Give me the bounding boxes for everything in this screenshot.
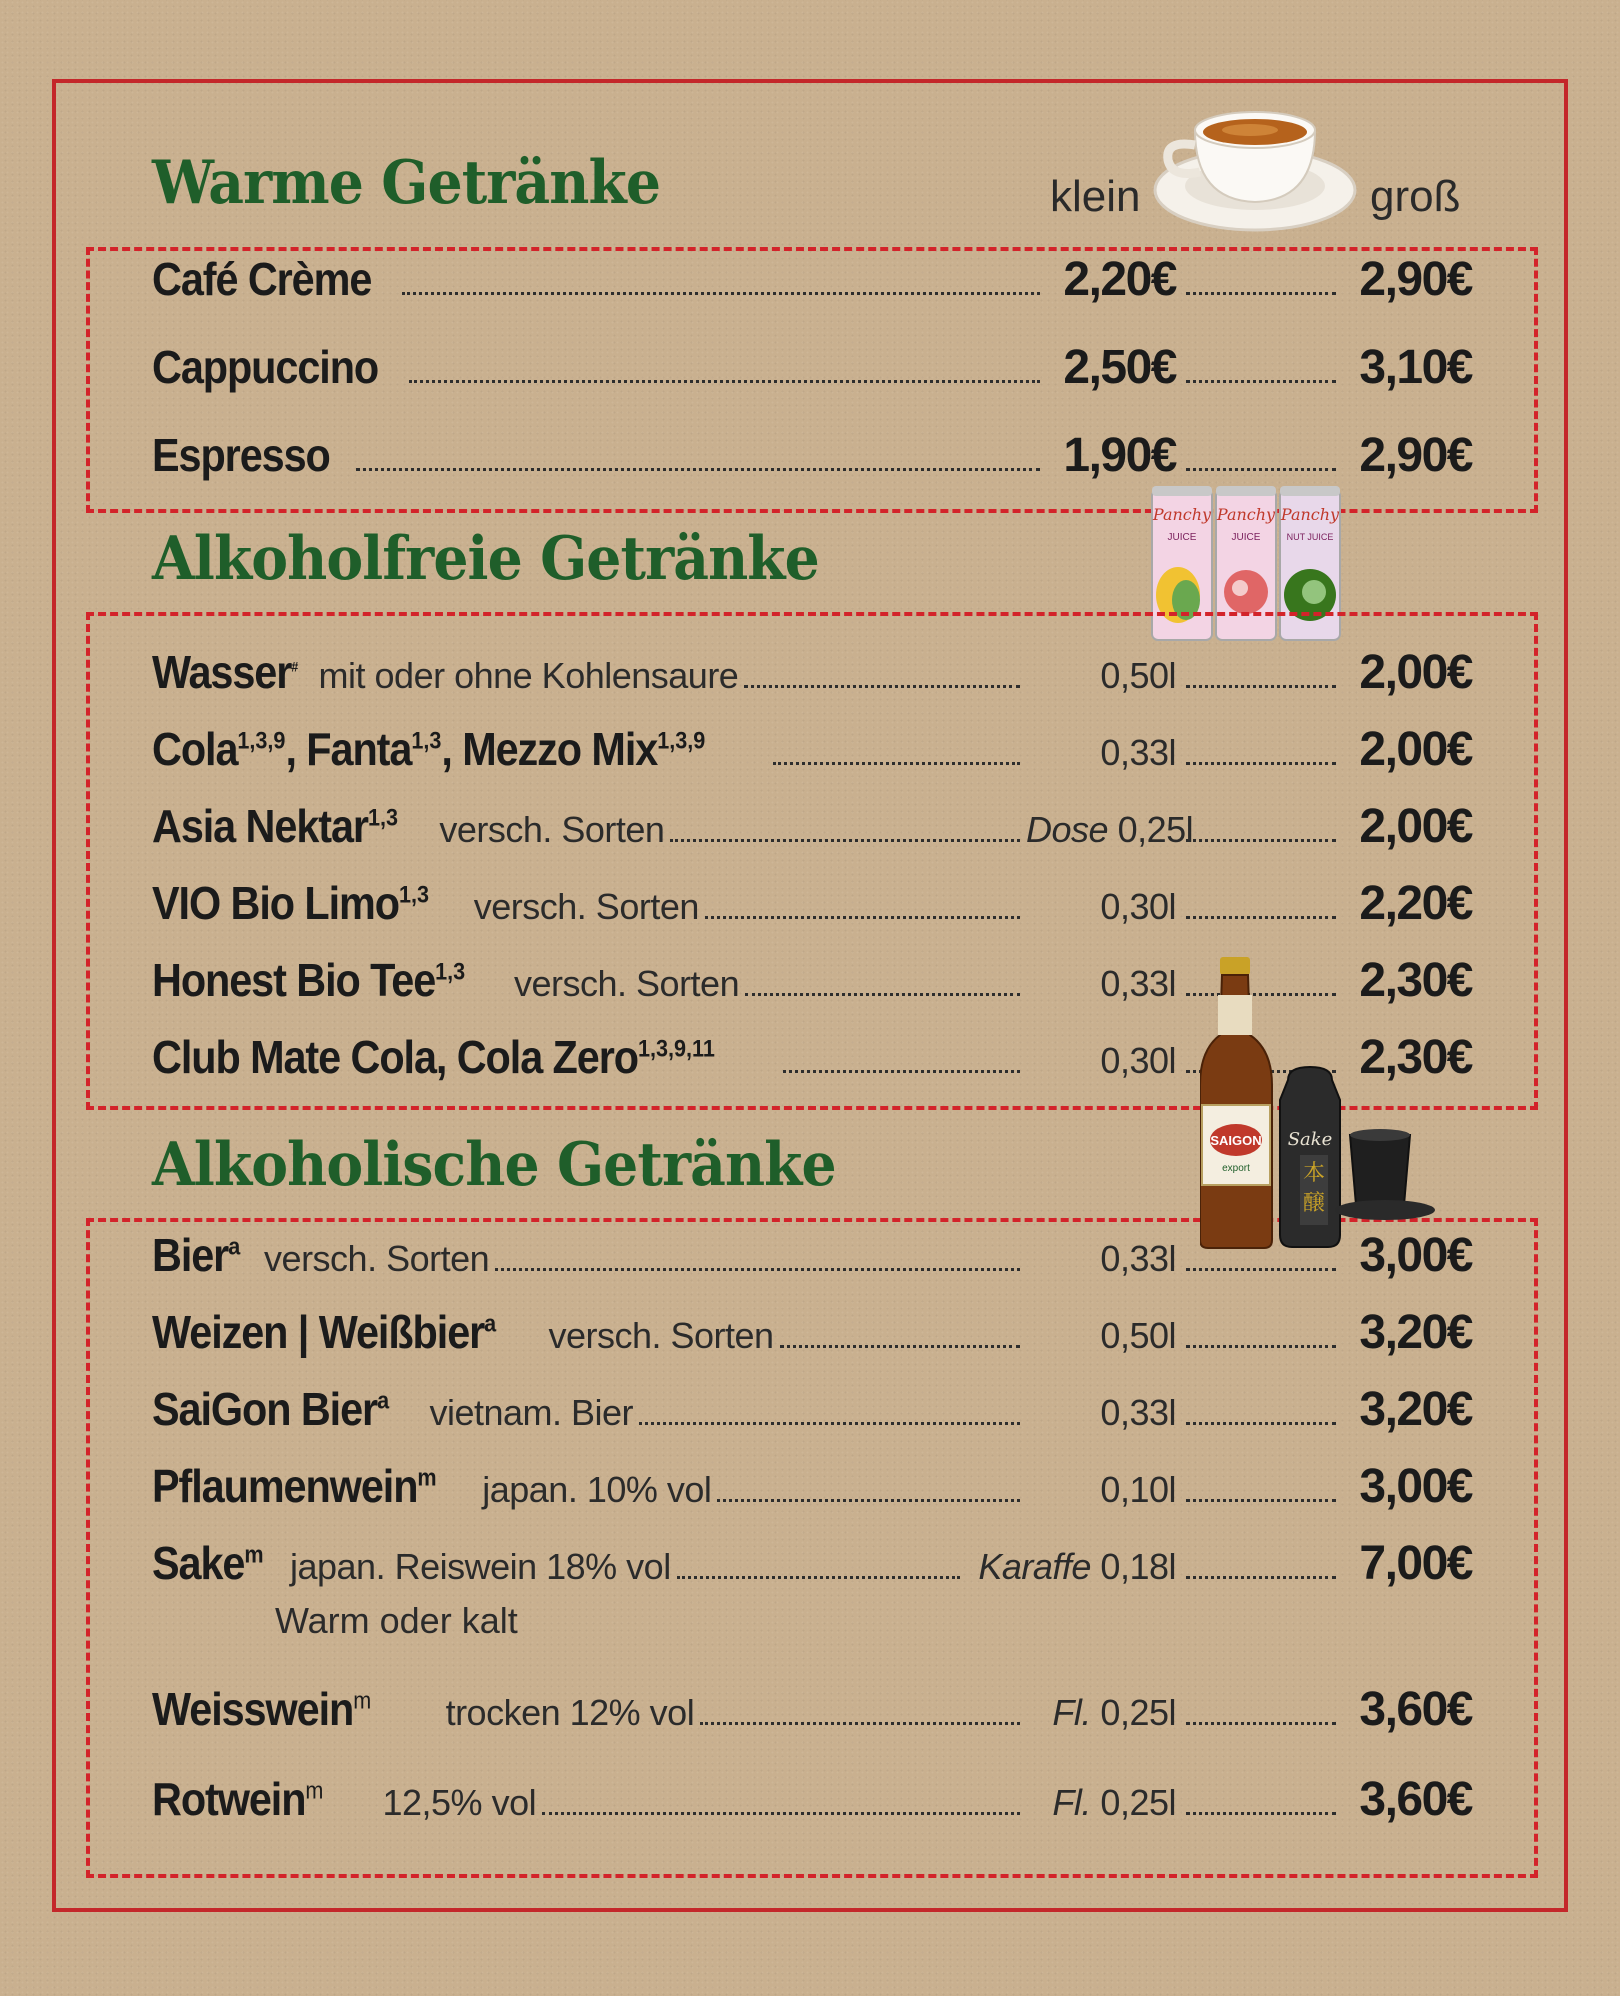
item-name: Cappuccino: [152, 341, 379, 393]
beer-sublabel: export: [1222, 1163, 1250, 1174]
dot-leader: [409, 380, 1040, 383]
column-header-small: klein: [1050, 172, 1141, 221]
item-price: 3,00€: [1359, 1460, 1472, 1513]
dot-leader: [1186, 1268, 1336, 1271]
can-brand: Panchy: [1280, 505, 1340, 524]
item-subline: Warm oder kalt: [275, 1600, 518, 1641]
price-small: 2,50€: [1063, 341, 1176, 394]
menu-row: [152, 252, 1472, 312]
price-small: 1,90€: [1063, 429, 1176, 482]
menu-row: [152, 1228, 1472, 1288]
menu-row: [152, 1382, 1472, 1442]
can-label: JUICE: [1231, 532, 1261, 543]
item-note: versch. Sorten: [514, 963, 740, 1004]
item-name: Café Crème: [152, 253, 372, 305]
item-volume: Fl. 0,25l: [1052, 1692, 1176, 1733]
item-name: SaiGon Bier$^a$: [152, 1383, 390, 1435]
can-brand: Panchy: [1152, 505, 1212, 524]
svg-text:本: 本: [1302, 1161, 1326, 1186]
price-large: 2,90€: [1359, 429, 1472, 482]
dot-leader: [717, 1499, 1020, 1502]
section-title-warm: Warme Getränke: [152, 148, 661, 218]
item-name: Rotwein$^m$: [152, 1773, 324, 1825]
item-price: 2,30€: [1359, 1031, 1472, 1084]
menu-row: [152, 1305, 1472, 1365]
can-label: NUT JUICE: [1286, 532, 1334, 542]
can-brand: Panchy: [1216, 505, 1276, 524]
price-small: 2,20€: [1063, 253, 1176, 306]
svg-text:醸: 醸: [1302, 1191, 1326, 1216]
item-price: 2,30€: [1359, 954, 1472, 1007]
menu-row: [152, 799, 1472, 859]
item-name: Weizen | Weißbier$^a$: [152, 1306, 497, 1358]
dot-leader: [1186, 1422, 1336, 1425]
dot-leader: [670, 839, 1020, 842]
item-price: 2,00€: [1359, 800, 1472, 853]
item-volume: 0,30l: [1100, 1040, 1176, 1081]
dot-leader: [1186, 468, 1336, 471]
menu-row: [152, 1536, 1472, 1596]
item-name: Weisswein$^m$: [152, 1683, 372, 1735]
item-name: VIO Bio Limo$^{1,3}$: [152, 877, 429, 929]
item-note: versch. Sorten: [264, 1238, 490, 1279]
item-name: Espresso: [152, 429, 330, 481]
dot-leader: [783, 1070, 1020, 1073]
dot-leader: [1186, 1576, 1336, 1579]
item-price: 3,00€: [1359, 1229, 1472, 1282]
item-price: 3,20€: [1359, 1306, 1472, 1359]
dot-leader: [639, 1422, 1020, 1425]
item-price: 3,20€: [1359, 1383, 1472, 1436]
item-name: Wasser#: [152, 646, 299, 698]
item-volume: 0,33l: [1100, 1238, 1176, 1279]
item-name: Asia Nektar$^{1,3}$: [152, 800, 398, 852]
item-price: 2,00€: [1359, 723, 1472, 776]
dot-leader: [745, 993, 1020, 996]
dot-leader: [677, 1576, 960, 1579]
item-volume: Karaffe 0,18l: [978, 1546, 1176, 1587]
dot-leader: [1186, 1722, 1336, 1725]
price-large: 3,10€: [1359, 341, 1472, 394]
menu-row: [152, 645, 1472, 705]
dot-leader: [1186, 916, 1336, 919]
dot-leader: [744, 685, 1020, 688]
item-price: 3,60€: [1359, 1683, 1472, 1736]
item-name: Pflaumenwein$^m$: [152, 1460, 437, 1512]
beer-sake-icon: [1200, 955, 1450, 1255]
item-name: Bier$^a$: [152, 1229, 241, 1281]
menu-row: [152, 1682, 1472, 1742]
item-volume: 0,33l: [1100, 732, 1176, 773]
price-large: 2,90€: [1359, 253, 1472, 306]
sake-label: Sake: [1287, 1129, 1333, 1150]
coffee-cup-icon: [1150, 90, 1360, 245]
item-note: 12,5% vol: [382, 1782, 537, 1823]
dot-leader: [1186, 762, 1336, 765]
column-header-large: groß: [1370, 172, 1461, 221]
dot-leader: [1186, 1499, 1336, 1502]
dot-leader: [1186, 839, 1336, 842]
item-name: Sake$^m$: [152, 1537, 264, 1589]
item-name: Cola$^{1,3,9}$, Fanta$^{1,3}$, Mezzo Mix$^{1,3,9}$: [152, 723, 706, 775]
menu-row: [152, 876, 1472, 936]
can-label: JUICE: [1167, 532, 1197, 543]
dot-leader: [773, 762, 1020, 765]
dot-leader: [402, 292, 1040, 295]
dot-leader: [705, 916, 1020, 919]
item-volume: 0,30l: [1100, 886, 1176, 927]
section-title-alcohol: Alkoholische Getränke: [152, 1130, 836, 1200]
beer-label: SAIGON: [1210, 1133, 1262, 1148]
dot-leader: [356, 468, 1040, 471]
dot-leader: [1186, 380, 1336, 383]
item-note: vietnam. Bier: [429, 1392, 634, 1433]
dot-leader: [1186, 685, 1336, 688]
item-volume: 0,50l: [1100, 655, 1176, 696]
item-volume: 0,33l: [1100, 1392, 1176, 1433]
item-price: 2,00€: [1359, 646, 1472, 699]
menu-row: [152, 428, 1472, 488]
item-note: mit oder ohne Kohlensaure: [318, 655, 739, 696]
item-volume: Dose 0,25l: [1026, 809, 1194, 850]
dot-leader: [780, 1345, 1020, 1348]
item-price: 2,20€: [1359, 877, 1472, 930]
menu-row: [152, 340, 1472, 400]
dot-leader: [1186, 292, 1336, 295]
item-volume: Fl. 0,25l: [1052, 1782, 1176, 1823]
dot-leader: [495, 1268, 1020, 1271]
dot-leader: [1186, 1345, 1336, 1348]
dot-leader: [542, 1812, 1020, 1815]
dot-leader: [1186, 1812, 1336, 1815]
item-name: Honest Bio Tee$^{1,3}$: [152, 954, 466, 1006]
item-volume: 0,50l: [1100, 1315, 1176, 1356]
section-title-soft: Alkoholfreie Getränke: [152, 524, 819, 594]
item-price: 3,60€: [1359, 1773, 1472, 1826]
menu-row: [152, 1459, 1472, 1519]
item-note: japan. Reiswein 18% vol: [289, 1546, 671, 1587]
item-note: trocken 12% vol: [445, 1692, 695, 1733]
dot-leader: [700, 1722, 1020, 1725]
item-note: versch. Sorten: [548, 1315, 774, 1356]
item-price: 7,00€: [1359, 1537, 1472, 1590]
item-volume: 0,33l: [1100, 963, 1176, 1004]
item-note: versch. Sorten: [473, 886, 699, 927]
menu-row: [152, 1772, 1472, 1832]
item-name: Club Mate Cola, Cola Zero$^{1,3,9,11}$: [152, 1031, 715, 1083]
item-note: japan. 10% vol: [482, 1469, 712, 1510]
menu-row: [152, 722, 1472, 782]
item-volume: 0,10l: [1100, 1469, 1176, 1510]
item-note: versch. Sorten: [439, 809, 665, 850]
